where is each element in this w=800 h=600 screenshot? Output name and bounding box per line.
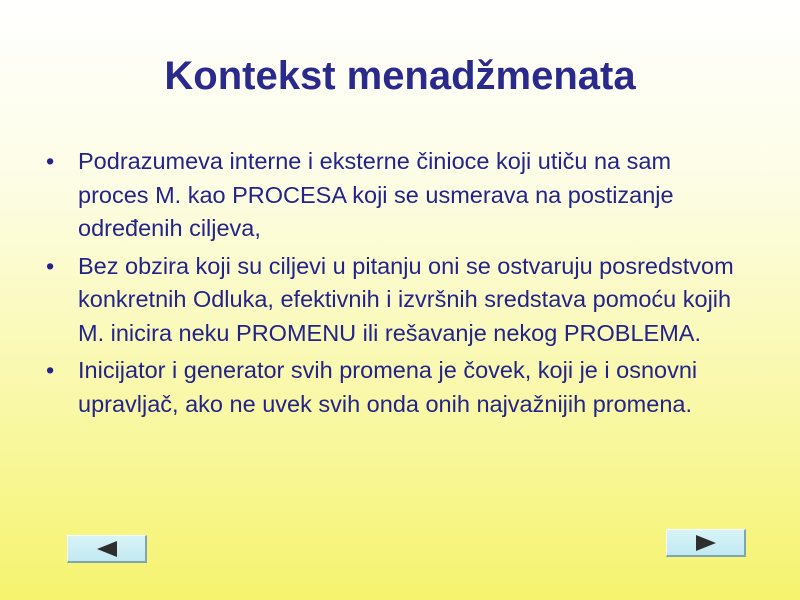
bullet-item: • Inicijator i generator svih promena je čovek, koji je i osnovni upravljač, ako ne uvek svih onda onih najvažnijih promena. (44, 354, 734, 421)
triangle-left-icon (95, 540, 119, 558)
triangle-right-icon (694, 534, 718, 552)
next-slide-button[interactable] (666, 529, 746, 557)
bullet-item: • Podrazumeva interne i eksterne činioce koji utiču na sam proces M. kao PROCESA koji se usmerava na postizanje određenih ciljeva, (44, 145, 734, 246)
bullet-list (44, 145, 734, 425)
previous-slide-button[interactable] (67, 535, 147, 563)
slide-title: Kontekst menadžmenata (164, 54, 636, 98)
bullet-item: • Bez obzira koji su ciljevi u pitanju oni se ostvaruju posredstvom konkretnih Odluka, efektivnih i izvršnih sredstava pomoću kojih M. inicira neku PROMENU ili rešavanje nekog PROBLEMA. (44, 250, 734, 351)
